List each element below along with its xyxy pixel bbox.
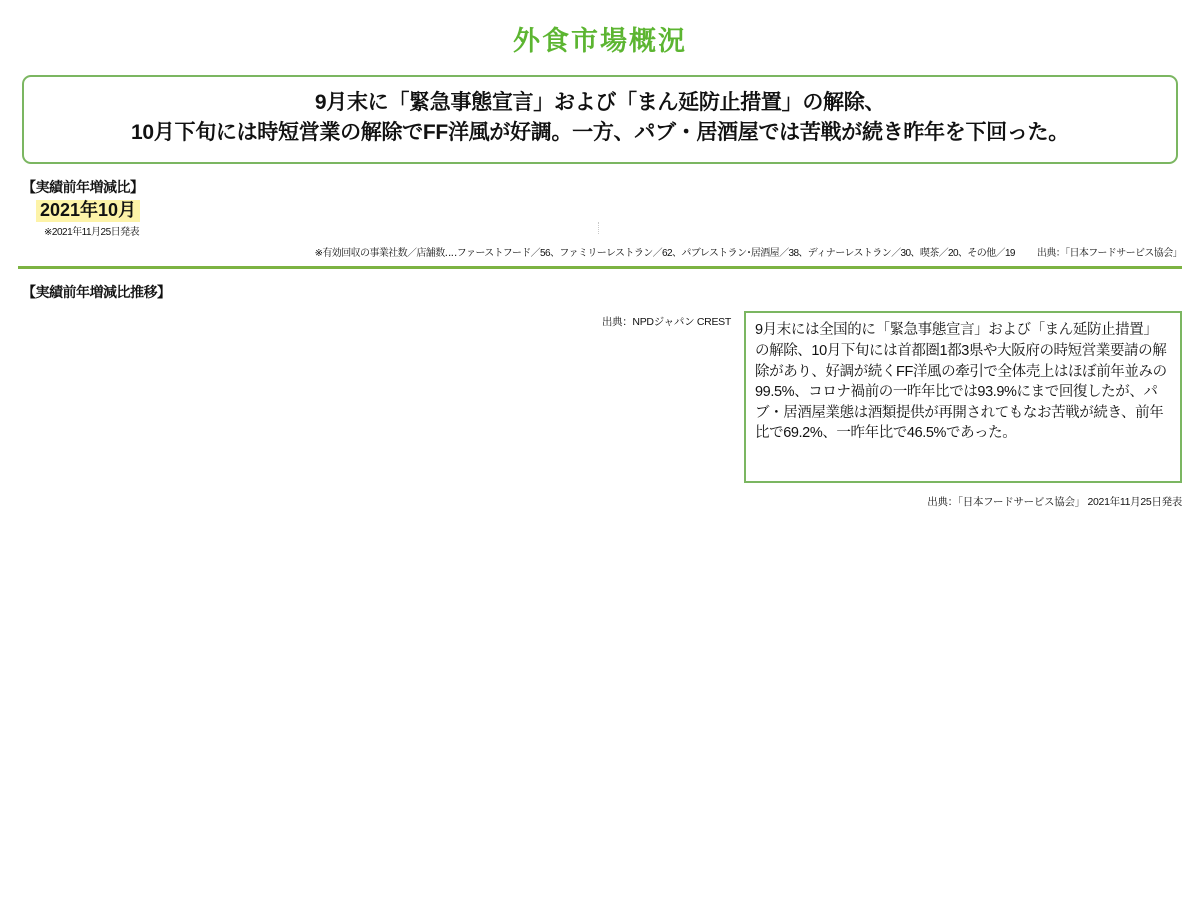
section-label-performance: 【実績前年増減比】 <box>22 178 144 195</box>
trend-area <box>18 311 730 509</box>
performance-table-2021 <box>18 200 584 241</box>
headline-line-2: 10月下旬には時短営業の解除でFF洋風が好調。一方、パブ・居酒屋では苦戦が続き昨年を下回った。 <box>131 121 1069 145</box>
footnote-source: 出典：「日本フードサービス協会」 <box>1036 248 1182 260</box>
table-divider <box>584 200 614 241</box>
commentary-box: 9月末には全国的に「緊急事態宣言」および「まん延防止措置」の解除、10月下旬には首都圏1都3県や大阪府の時短営業要請の解除があり、好調が続くFF洋風の牽引で全体売上はほぼ前年並みの99.5%、コロナ禍前の一昨年比では93.9%にまで回復したが、パブ・居酒屋業態は酒類提供が再開されてもなお苦戦が続き、前年比で69.2%、一昨年比で46.5%であった。 <box>744 311 1182 483</box>
section-label-trend: 【実績前年増減比推移】 <box>22 284 171 301</box>
publish-note: ※2021年11月25日発表 <box>44 227 140 239</box>
headline-box <box>22 75 1178 164</box>
month-title: 2021年10月 <box>36 200 140 223</box>
performance-tables <box>18 200 1182 241</box>
performance-footnote <box>0 244 1182 259</box>
green-divider <box>18 266 1182 269</box>
headline-line-1: 9月末に「緊急事態宣言」および「まん延防止措置」の解除、 <box>314 91 886 114</box>
page-title: 外食市場概況 <box>513 26 687 56</box>
trend-source: 出典：NPDジャパン CREST <box>601 316 731 329</box>
commentary-area <box>730 311 1182 509</box>
footnote-text: ※有効回収の事業社数／店舗数‥‥ファーストフード／56、ファミリーレストラン／62、パブレストラン･居酒屋／38、ディナーレストラン／30、喫茶／20、その他／19 <box>314 248 1015 260</box>
bottom-section <box>18 311 1182 509</box>
performance-table-2020 <box>614 200 1180 241</box>
commentary-source: 出典：「日本フードサービス協会」 2021年11月25日発表 <box>927 496 1182 509</box>
